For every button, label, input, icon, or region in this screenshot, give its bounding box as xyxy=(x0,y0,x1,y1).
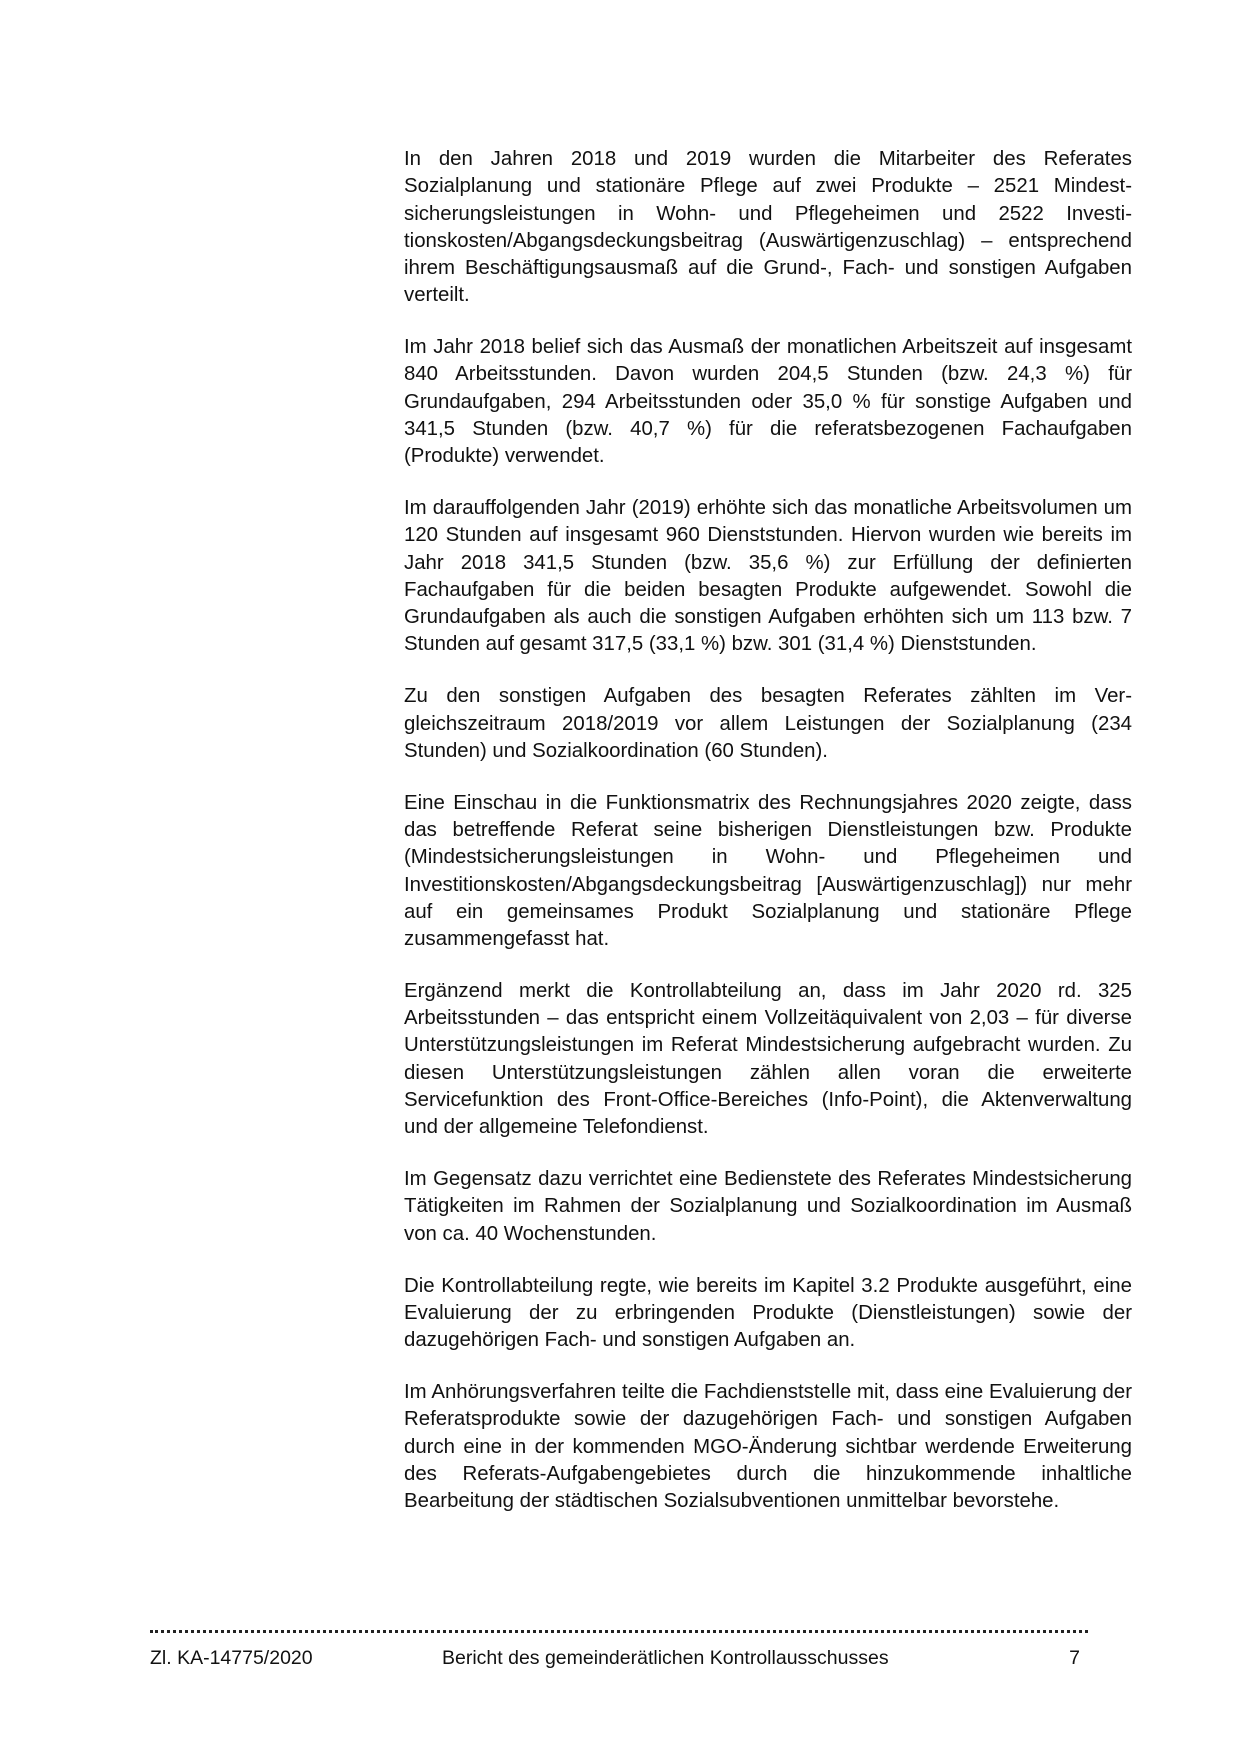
paragraph-hearing-procedure: Im Anhörungsverfahren teilte die Fachdienststelle mit, dass eine Evaluierung der Referatsprodukte sowie der dazugehörigen Fach- und sonstigen Aufgaben durch eine in der kommenden MGO-Änderung sichtbar werdende Erweiterung des Referats-Aufgabengebietes durch die hinzukommende inhaltliche Bearbeitung der städtischen Sozialsubventionen unmittelbar bevorstehe. xyxy=(404,1381,1132,1512)
paragraph-function-matrix-2020: Eine Einschau in die Funktionsmatrix des Rechnungsjahres 2020 zeigte, dass das betreffende Referat seine bisherigen Dienstleistungen bzw. Produkte (Mindestsicherungsleistungen in Wohn- und Pflegeheimen und Investitionskosten/Abgangsdeckungsbeitrag [Auswärtigenzuschlag]) nur mehr auf ein gemeinsames Produkt Sozialplanung und stationäre Pflege zusammengefasst hat. xyxy=(404,791,1132,950)
paragraph-working-hours-2019: Im darauffolgenden Jahr (2019) erhöhte sich das monatliche Arbeitsvolumen um 120 Stunden auf insgesamt 960 Dienststunden. Hiervon wurden wie bereits im Jahr 2018 341,5 Stunden (bzw. 35,6 %) zur Erfüllung der definierten Fachaufgaben für die beiden besagten Produkte aufgewendet. Sowohl die Grundaufgaben als auch die sonstigen Aufgaben erhöhten sich um 113 bzw. 7 Stunden auf gesamt 317,5 (33,1 %) bzw. 301 (31,4 %) Dienststunden. xyxy=(404,497,1132,656)
paragraph-support-services: Ergänzend merkt die Kontrollabteilung an, dass im Jahr 2020 rd. 325 Arbeitsstunden – das entspricht einem Vollzeitäquivalent von 2,03 – für diverse Unterstützungsleistungen im Referat Mindestsicherung aufgebracht wurden. Zu diesen Unterstützungsleistungen zählen allen voran die erweiterte Servicefunktion des Front-Office-Bereiches (Info-Point), die Aktenverwaltung und der allgemeine Telefondienst. xyxy=(404,979,1132,1139)
page-footer xyxy=(150,1645,1088,1671)
paragraph-employee-activities: Im Gegensatz dazu verrichtet eine Bedienstete des Referates Mindestsicherung Tätigkeiten im Rahmen der Sozialplanung und Sozialkoordination im Ausmaß von ca. 40 Wochenstunden. xyxy=(404,1168,1132,1245)
paragraph-other-tasks: Zu den sonstigen Aufgaben des besagten Referates zählten im Vergleichszeitraum 2018/2019 vor allem Leistungen der Sozialplanung (234 Stunden) und Sozialkoordination (60 Stunden). xyxy=(404,685,1132,762)
paragraph-evaluation-recommendation: Die Kontrollabteilung regte, wie bereits im Kapitel 3.2 Produkte ausgeführt, eine Evaluierung der zu erbringenden Produkte (Dienstleistungen) sowie der dazugehörigen Fach- und sonstigen Aufgaben an. xyxy=(404,1274,1132,1352)
footer-report-title: Bericht des gemeinderätlichen Kontrollausschusses xyxy=(442,1647,889,1669)
footer-divider xyxy=(150,1630,1088,1633)
paragraph-working-hours-2018: Im Jahr 2018 belief sich das Ausmaß der monatlichen Arbeitszeit auf insgesamt 840 Arbeitsstunden. Davon wurden 204,5 Stunden (bzw. 24,3 %) für Grundaufgaben, 294 Arbeitsstunden oder 35,0 % für sonstige Aufgaben und 341,5 Stunden (bzw. 40,7 %) für die referatsbezogenen Fachaufgaben (Produkte) verwendet. xyxy=(404,336,1132,468)
footer-reference-number: Zl. KA-14775/2020 xyxy=(150,1647,313,1669)
document-body xyxy=(404,146,1132,1540)
paragraph-staff-allocation: In den Jahren 2018 und 2019 wurden die Mitarbeiter des Referates Sozialplanung und stationäre Pflege auf zwei Produkte – 2521 Mindestsicherungsleistungen in Wohn- und Pflegeheimen und 2522 Investitionskosten/Abgangsdeckungsbeitrag (Auswärtigenzuschlag) – entsprechend ihrem Beschäftigungsausmaß auf die Grund-, Fach- und sonstigen Aufgaben verteilt. xyxy=(404,148,1132,307)
page-number: 7 xyxy=(1069,1647,1080,1669)
